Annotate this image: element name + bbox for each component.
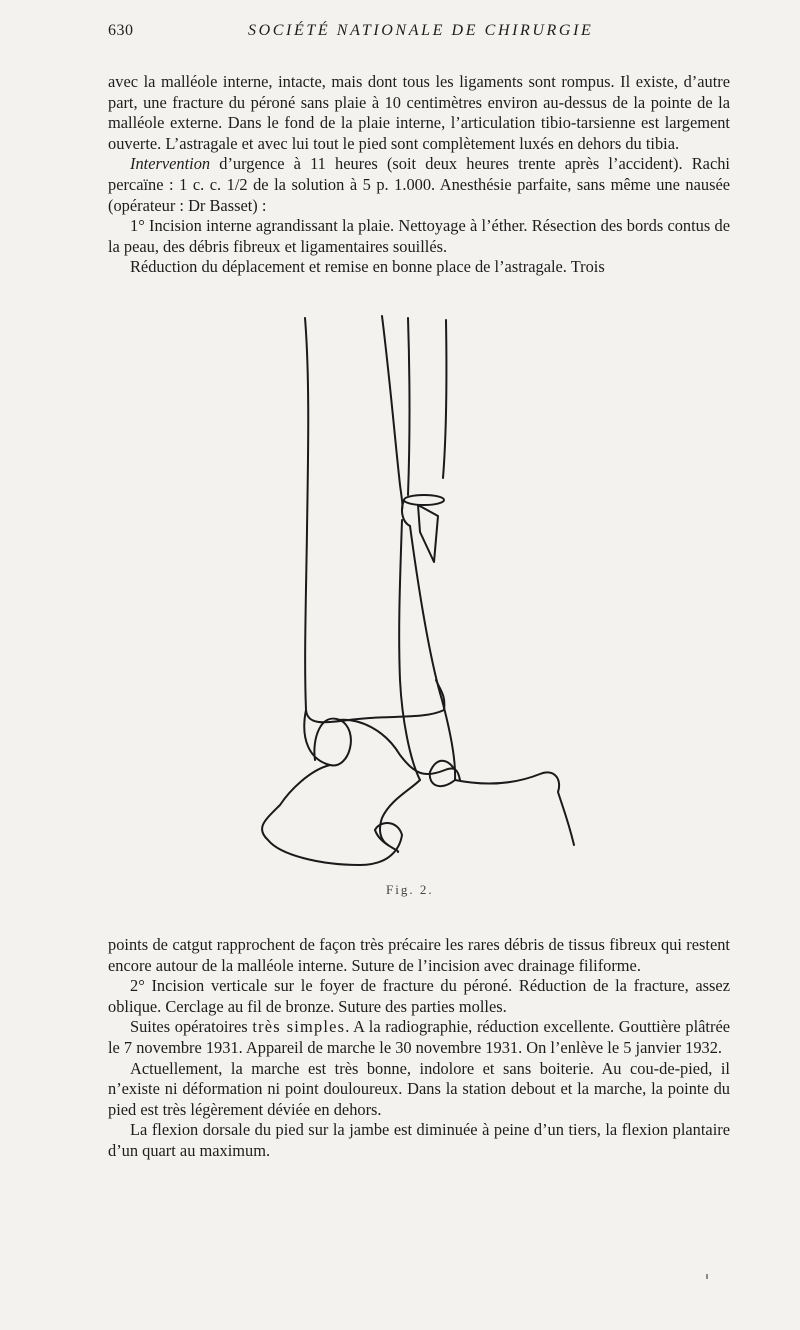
- talar-dome: [338, 720, 460, 780]
- ankle-fracture-drawing: [250, 300, 590, 870]
- tibia-outline: [305, 318, 444, 722]
- paragraph-current-state: Actuellement, la marche est très bonne, indolore et sans boiterie. Au cou-de-pied, il n’existe ni déformation ni point douloureux. Dans la station debout et la marche, la pointe du pied est très légèrement déviée en dehors.: [108, 1058, 730, 1119]
- intervention-lead: Intervention: [130, 154, 211, 174]
- intervention-details: d’urgence à 11 heures (soit deux heures trente après l’accident). Rachi percaïne : 1 c. c. 1/2 de la solution à 5 p. 1.000. Anesthésie parfaite, sans même une nausée (opérateur : Dr Basset) :: [108, 154, 730, 215]
- journal-title: SOCIÉTÉ NATIONALE DE CHIRURGIE: [248, 22, 594, 39]
- fracture-fragment: [418, 505, 438, 562]
- fibula-lower-inner: [410, 526, 455, 780]
- figure-caption: Fig. 2.: [386, 882, 434, 897]
- cerclage-wire: [404, 495, 444, 505]
- midfoot-outline: [380, 780, 420, 845]
- calcaneus-lower: [375, 830, 398, 852]
- postoperative-emphasis: très simples: [252, 1017, 346, 1037]
- postoperative-lead: Suites opératoires: [130, 1017, 253, 1037]
- postoperative-details: . A la radiographie, réduction excellente. Gouttière plâtrée le 7 novembre 1931. Appareil de marche le 30 novembre 1931. On l’enlève le 5 janvier 1932.: [108, 1017, 730, 1057]
- heel-outline: [262, 765, 402, 865]
- page-number: 630: [108, 22, 134, 39]
- fibula-lower-shaft: [399, 520, 420, 780]
- paragraph-flexion: La flexion dorsale du pied sur la jambe est diminuée à peine d’un tiers, la flexion plantaire d’un quart au maximum.: [108, 1120, 730, 1160]
- forefoot-outline: [455, 772, 574, 845]
- paragraph-postoperative: [108, 1017, 730, 1058]
- fibula-line-right: [443, 320, 446, 478]
- paragraph-internal-incision: 1° Incision interne agrandissant la plaie. Nettoyage à l’éther. Résection des bords contus de la peau, des débris fibreux et ligamentaires souillés.: [108, 216, 730, 256]
- body-text-top: [108, 72, 730, 278]
- paper-speck: [706, 1274, 708, 1279]
- fibula-line-left: [382, 316, 402, 510]
- paragraph-reduction: Réduction du déplacement et remise en bonne place de l’astragale. Trois: [130, 257, 605, 277]
- running-head: [108, 22, 728, 44]
- body-text-bottom: [108, 935, 730, 1162]
- paragraph-catgut: points de catgut rapprochent de façon très précaire les rares débris de tissus fibreux qui restent encore autour de la malléole interne. Suture de l’incision avec drainage filiforme.: [108, 935, 730, 975]
- fibula-line-middle: [408, 318, 410, 495]
- paragraph-intervention: [108, 154, 730, 216]
- paragraph-injury-description: avec la malléole interne, intacte, mais dont tous les ligaments sont rompus. Il existe, d’autre part, une fracture du péroné sans plaie à 10 centimètres environ au-dessus de la pointe de la malléole externe. Dans le fond de la plaie interne, l’articulation tibio-tarsienne est largement ouverte. L’astragale et avec lui tout le pied sont complètement luxés en dehors du tibia.: [108, 72, 730, 153]
- paragraph-vertical-incision: 2° Incision verticale sur le foyer de fracture du péroné. Réduction de la fracture, assez oblique. Cerclage au fil de bronze. Suture des parties molles.: [108, 976, 730, 1016]
